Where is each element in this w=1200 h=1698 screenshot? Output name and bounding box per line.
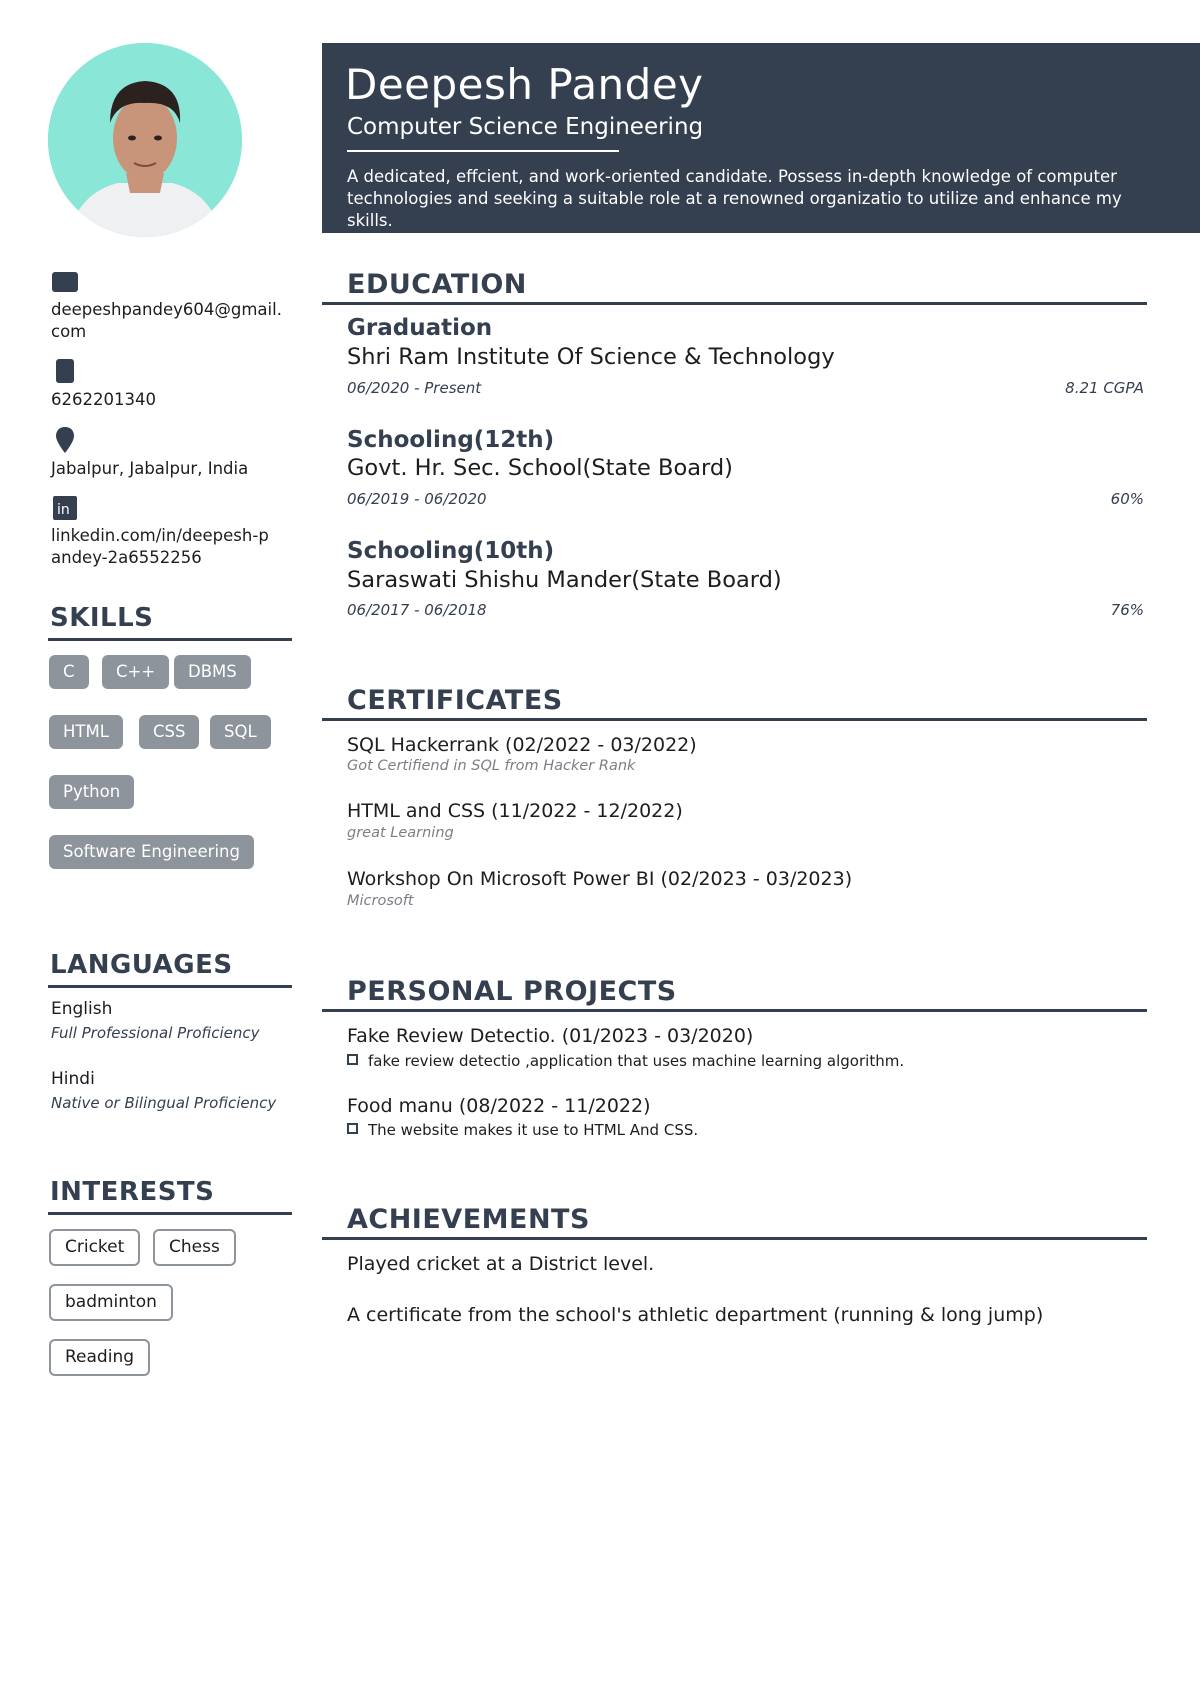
skill-chip: Software Engineering: [49, 835, 254, 869]
contact-linkedin[interactable]: linkedin.com/in/deepesh-pandey-2a6552256: [51, 526, 269, 567]
title-underline: [347, 150, 619, 152]
education-grade: 76%: [1110, 601, 1144, 619]
project-bullet-text: fake review detectio ,application that uses machine learning algorithm.: [368, 1052, 905, 1070]
skill-chip: SQL: [210, 715, 271, 749]
language-level: Full Professional Proficiency: [51, 1024, 260, 1042]
project-bullet: [347, 1052, 904, 1070]
interest-chip: Reading: [49, 1339, 150, 1376]
education-dates: 06/2017 - 06/2018: [347, 601, 487, 619]
interest-chip: Chess: [153, 1229, 236, 1266]
location-pin-icon: [56, 427, 74, 453]
certificate-title: SQL Hackerrank (02/2022 - 03/2022): [347, 734, 697, 756]
interest-chip: Cricket: [49, 1229, 140, 1266]
phone-icon: [56, 359, 74, 383]
project-bullet: [347, 1121, 698, 1139]
skill-chip: C: [49, 655, 89, 689]
candidate-title: Computer Science Engineering: [347, 114, 704, 140]
language-name: Hindi: [51, 1069, 95, 1089]
interest-chip: badminton: [49, 1284, 173, 1321]
language-level: Native or Bilingual Proficiency: [51, 1094, 277, 1112]
project-title: Food manu (08/2022 - 11/2022): [347, 1095, 651, 1117]
certificate-title: HTML and CSS (11/2022 - 12/2022): [347, 800, 683, 822]
bullet-square-icon: [347, 1123, 358, 1134]
contact-location: Jabalpur, Jabalpur, India: [51, 459, 249, 478]
education-degree: Graduation: [347, 315, 493, 341]
skill-chip: C++: [102, 655, 169, 689]
education-school: Shri Ram Institute Of Science & Technology: [347, 344, 835, 370]
education-grade: 60%: [1110, 490, 1144, 508]
achievement-item: A certificate from the school's athletic department (running & long jump): [347, 1304, 1044, 1326]
education-degree: Schooling(10th): [347, 538, 555, 564]
education-dates: 06/2019 - 06/2020: [347, 490, 487, 508]
person-portrait-icon: [48, 43, 242, 237]
project-bullet-text: The website makes it use to HTML And CSS.: [368, 1121, 699, 1139]
education-school: Govt. Hr. Sec. School(State Board): [347, 455, 733, 481]
certificate-title: Workshop On Microsoft Power BI (02/2023 - 03/2023): [347, 868, 853, 890]
skill-chip: HTML: [49, 715, 123, 749]
achievements-rule: [322, 1237, 1147, 1240]
project-title: Fake Review Detectio. (01/2023 - 03/2020): [347, 1025, 754, 1047]
skills-rule: [48, 638, 292, 641]
education-dates: 06/2020 - Present: [347, 379, 482, 397]
languages-rule: [48, 985, 292, 988]
interests-heading: INTERESTS: [50, 1177, 215, 1207]
linkedin-icon: [53, 496, 77, 520]
achievement-item: Played cricket at a District level.: [347, 1253, 655, 1275]
bullet-square-icon: [347, 1054, 358, 1065]
education-heading: EDUCATION: [347, 269, 527, 300]
summary-text: A dedicated, effcient, and work-oriented candidate. Possess in-depth knowledge of computer technologies and seeking a suitable role at a renowned organizatio to utilize and enhance my skills.: [347, 167, 1122, 230]
languages-heading: LANGUAGES: [50, 950, 233, 980]
contact-email[interactable]: deepeshpandey604@gmail.com: [51, 300, 282, 341]
education-degree: Schooling(12th): [347, 427, 555, 453]
certificates-rule: [322, 718, 1147, 721]
projects-heading: PERSONAL PROJECTS: [347, 976, 677, 1007]
achievements-heading: ACHIEVEMENTS: [347, 1204, 590, 1235]
profile-photo: [48, 43, 242, 237]
education-grade: 8.21 CGPA: [1065, 379, 1144, 397]
certificates-heading: CERTIFICATES: [347, 685, 563, 716]
certificate-issuer: great Learning: [347, 825, 454, 841]
svg-text:in: in: [57, 502, 70, 518]
skill-chip: DBMS: [174, 655, 251, 689]
skill-chip: CSS: [139, 715, 199, 749]
education-school: Saraswati Shishu Mander(State Board): [347, 567, 782, 593]
language-name: English: [51, 999, 113, 1019]
skills-heading: SKILLS: [50, 603, 154, 633]
projects-rule: [322, 1009, 1147, 1012]
certificate-issuer: Microsoft: [347, 893, 414, 909]
certificate-issuer: Got Certifiend in SQL from Hacker Rank: [347, 758, 636, 774]
skill-chip: Python: [49, 775, 134, 809]
education-rule: [322, 302, 1147, 305]
contact-phone: 6262201340: [51, 390, 156, 409]
interests-rule: [48, 1212, 292, 1215]
email-icon: [52, 272, 78, 292]
candidate-name: Deepesh Pandey: [345, 60, 704, 109]
